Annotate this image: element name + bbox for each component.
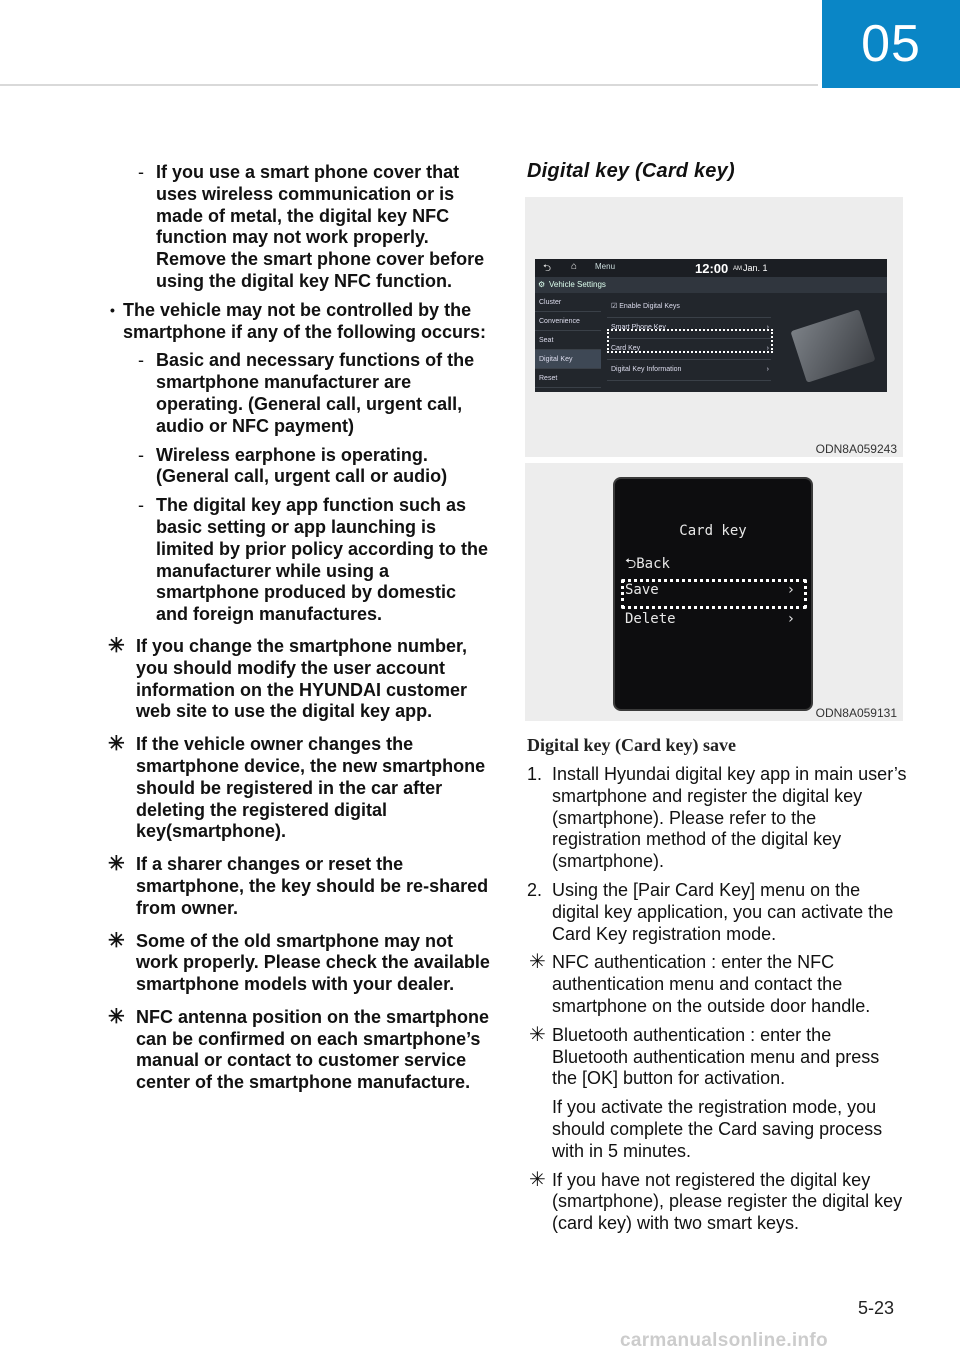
list-item-label: Digital Key Information bbox=[611, 366, 682, 373]
screen-title-text: Vehicle Settings bbox=[549, 280, 606, 289]
watermark: carmanualsonline.info bbox=[620, 1330, 828, 1351]
card-key-illustration bbox=[790, 309, 875, 383]
bullet-marker: • bbox=[110, 301, 115, 318]
gear-icon: ⚙ bbox=[538, 280, 546, 289]
note-item bbox=[527, 1170, 907, 1235]
highlight-frame bbox=[607, 329, 773, 353]
sidebar-item: Reset bbox=[535, 369, 601, 388]
numbered-step bbox=[527, 880, 907, 945]
section-title: Digital key (Card key) bbox=[527, 160, 735, 182]
note-text: Some of the old smartphone may not work properly. Please check the available smartphone models with your dealer. bbox=[136, 930, 490, 995]
clock-suffix: AM bbox=[733, 266, 742, 272]
card-key-title: Card key bbox=[679, 523, 747, 539]
back-arrow-icon: ⮌ bbox=[625, 556, 637, 572]
step-number: 2. bbox=[527, 879, 543, 900]
asterisk-icon: ✳ bbox=[108, 634, 125, 657]
note-item bbox=[527, 1025, 907, 1163]
note-text: If you change the smartphone number, you should modify the user account information on the HYUNDAI customer web site to use the digital key app. bbox=[136, 635, 468, 722]
sidebar-item: Convenience bbox=[535, 312, 601, 331]
asterisk-icon: ✳ bbox=[529, 951, 546, 974]
chevron-right-icon: › bbox=[766, 366, 769, 373]
list-item bbox=[607, 297, 771, 318]
step-number: 1. bbox=[527, 764, 543, 784]
list-item-label: Smart Phone Key bbox=[611, 324, 666, 331]
note-text: NFC antenna position on the smartphone can be confirmed on each smartphone’s manual or contact to customer service center of the smartphone manufacture. bbox=[136, 1006, 490, 1093]
checkbox-icon: ☑ bbox=[611, 303, 620, 310]
note-item bbox=[108, 1005, 493, 1094]
asterisk-icon: ✳ bbox=[108, 1005, 125, 1028]
chapter-tab: 05 bbox=[822, 0, 960, 88]
row-label: Delete bbox=[625, 611, 676, 627]
note-text: NFC authentication : enter the NFC authentication menu and contact the smartphone on the outside door handle. bbox=[552, 952, 871, 1016]
list-item-label: Enable Digital Keys bbox=[619, 303, 680, 310]
dash-text: Basic and necessary functions of the smartphone manufacturer are operating. (General call, urgent call, audio or NFC payment) bbox=[156, 350, 475, 436]
sidebar-item-active: Digital Key bbox=[535, 350, 601, 369]
figure-vehicle-settings bbox=[525, 197, 903, 457]
clock: 12:00 bbox=[695, 261, 729, 276]
step-text: Install Hyundai digital key app in main user’s smartphone and register the digital key (smartphone). Please refer to the registration method of the digital key (smartphone). bbox=[552, 764, 907, 872]
settings-sidebar bbox=[535, 293, 601, 392]
header-rule bbox=[0, 84, 818, 86]
dash-marker: - bbox=[138, 444, 144, 465]
dash-marker: - bbox=[138, 162, 144, 182]
asterisk-icon: ✳ bbox=[108, 733, 125, 756]
dash-item bbox=[118, 162, 493, 293]
status-bar bbox=[535, 259, 887, 277]
list-item bbox=[607, 360, 771, 381]
asterisk-icon: ✳ bbox=[108, 929, 125, 952]
note-text: Bluetooth authentication : enter the Bluetooth authentication menu and press the [OK] button for activation. bbox=[552, 1024, 880, 1089]
cluster-screen bbox=[613, 477, 813, 711]
numbered-step bbox=[527, 764, 907, 873]
date: Jan. 1 bbox=[743, 263, 768, 273]
figure-card-key-menu bbox=[525, 463, 903, 721]
note-item bbox=[108, 634, 493, 723]
note-item bbox=[108, 733, 493, 843]
chevron-right-icon: › bbox=[786, 611, 795, 627]
row-label: Save bbox=[625, 582, 659, 598]
page-number: 5-23 bbox=[857, 1298, 894, 1318]
menu-row-delete bbox=[625, 611, 799, 627]
infotainment-screen bbox=[535, 259, 887, 392]
note-followup-text: If you activate the registration mode, you should complete the Card saving process with in 5 minutes. bbox=[552, 1097, 883, 1161]
sidebar-item: Cluster bbox=[535, 293, 601, 312]
highlight-frame bbox=[621, 579, 807, 609]
menu-row-back bbox=[625, 553, 799, 577]
dash-marker: - bbox=[138, 495, 144, 516]
home-icon: ⌂ bbox=[571, 261, 578, 272]
dash-text: The digital key app function such as basic setting or app launching is limited by prior policy according to the manufacturer while using a smartphone produced by domestic and foreign manufactures. bbox=[156, 495, 489, 625]
asterisk-icon: ✳ bbox=[108, 853, 125, 876]
back-icon: ⮌ bbox=[543, 263, 552, 274]
dash-item bbox=[118, 350, 493, 437]
body-text bbox=[527, 764, 907, 1235]
bullet-text: The vehicle may not be controlled by the smartphone if any of the following occurs: bbox=[123, 299, 487, 342]
note-text: If a sharer changes or reset the smartphone, the key should be re-shared from owner. bbox=[136, 854, 489, 918]
note-item bbox=[527, 952, 907, 1017]
step-text: Using the [Pair Card Key] menu on the digital key application, you can activate the Card Key registration mode. bbox=[552, 879, 894, 944]
menu-label: Menu bbox=[595, 262, 616, 271]
chevron-right-icon: › bbox=[766, 324, 769, 331]
chevron-right-icon: › bbox=[766, 345, 769, 352]
figure-caption: ODN8A059243 bbox=[815, 442, 897, 456]
dash-text: If you use a smart phone cover that uses wireless communication or is made of metal, the digital key NFC function may not work properly. Remove the smart phone cover before using the digital key NFC function. bbox=[156, 162, 485, 291]
sidebar-item: Seat bbox=[535, 331, 601, 350]
dash-item bbox=[118, 495, 493, 626]
list-item-label: Card Key bbox=[611, 345, 641, 352]
screen-title bbox=[535, 277, 887, 293]
note-text: If you have not registered the digital key (smartphone), please register the digital key (card key) with two smart keys. bbox=[552, 1169, 903, 1234]
asterisk-icon: ✳ bbox=[529, 1168, 546, 1191]
dash-item bbox=[118, 445, 493, 489]
right-column bbox=[527, 160, 907, 1242]
note-item bbox=[108, 853, 493, 919]
note-item bbox=[108, 929, 493, 996]
subsection-title: Digital key (Card key) save bbox=[527, 735, 736, 755]
dash-text: Wireless earphone is operating. (General call, urgent call or audio) bbox=[156, 444, 448, 487]
dash-marker: - bbox=[138, 350, 144, 371]
left-column bbox=[108, 162, 493, 1105]
bullet-item bbox=[110, 299, 493, 344]
row-label: Back bbox=[636, 556, 670, 572]
chevron-right-icon: › bbox=[786, 582, 795, 598]
asterisk-icon: ✳ bbox=[529, 1023, 546, 1046]
figure-caption: ODN8A059131 bbox=[815, 706, 897, 720]
note-text: If the vehicle owner changes the smartphone device, the new smartphone should be registered in the car after deleting the registered digital key(smartphone). bbox=[136, 734, 486, 842]
